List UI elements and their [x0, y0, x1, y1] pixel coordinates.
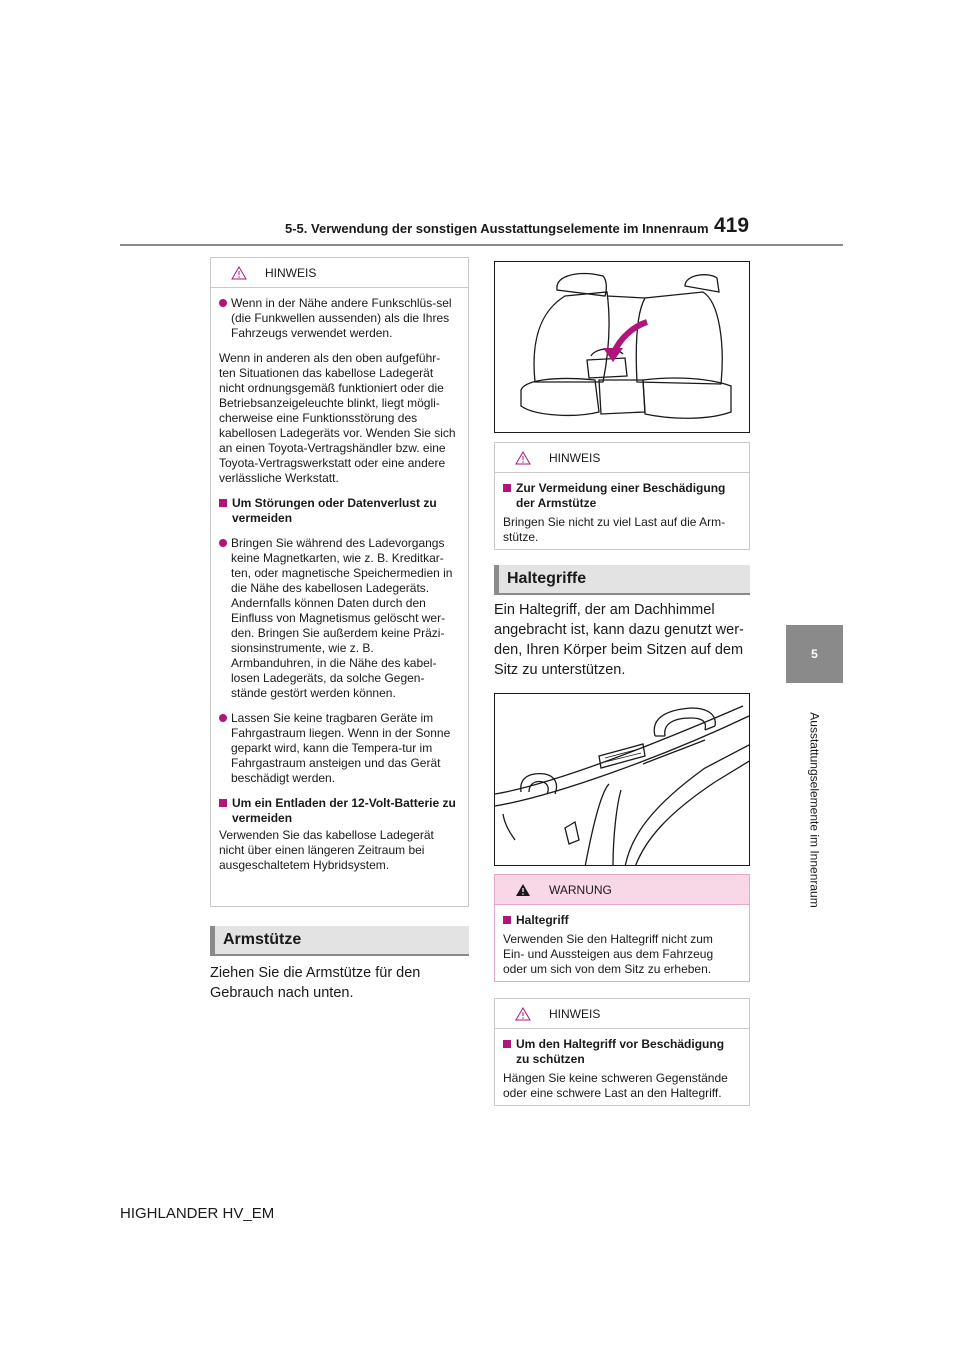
notice-subheading: Um den Haltegriff vor Beschädigung zu schützen — [503, 1037, 737, 1067]
notice-subheading: Um Störungen oder Datenverlust zu vermeiden — [219, 496, 456, 526]
footer-model: HIGHLANDER HV_EM — [120, 1205, 275, 1222]
notice-header — [495, 443, 749, 473]
section-title-grips: Haltegriffe — [494, 565, 750, 595]
warning-header — [495, 875, 749, 905]
notice-box-armrest — [494, 442, 750, 550]
caution-triangle-icon — [515, 451, 531, 465]
notice-item: Bringen Sie während des Ladevorgangs keine Magnetkarten, wie z. B. Kreditkar-ten, oder magnetische Speichermedien in die Nähe des kabellosen Ladegeräts. Andernfalls können Daten durch den Einfluss von Magnetismus gelöscht wer-den. Bringen Sie außerdem keine Präzi-sionsinstrumente, wie z. B. Armbanduhren, in die Nähe des kabel-losen Ladegeräts, da solche Gegen-stände gestört werden können. — [219, 536, 456, 701]
warning-box-grip — [494, 874, 750, 982]
ceiling-grip-image — [495, 694, 750, 866]
notice-text: Bringen Sie nicht zu viel Last auf die Arm-stütze. — [503, 515, 726, 544]
section-header: 5-5. Verwendung der sonstigen Ausstattungselemente im Innenraum — [285, 221, 709, 236]
page-number: 419 — [714, 214, 750, 237]
notice-title: HINWEIS — [549, 450, 601, 465]
armrest-description: Ziehen Sie die Armstütze für den Gebrauch nach unten. — [210, 965, 421, 1001]
header-divider — [120, 244, 843, 246]
notice-title: HINWEIS — [549, 1006, 601, 1021]
notice-item: Lassen Sie keine tragbaren Geräte im Fahrgastraum liegen. Wenn in der Sonne geparkt wird, kann die Tempera-tur im Fahrgastraum ansteigen und das Gerät beschädigt werden. — [219, 711, 456, 786]
warning-subheading: Haltegriff — [503, 913, 737, 928]
grip-illustration — [494, 693, 750, 866]
chapter-number: 5 — [811, 647, 818, 661]
notice-text: Verwenden Sie das kabellose Ladegerät nicht über einen längeren Zeitraum bei ausgeschaltetem Hybridsystem. — [219, 828, 434, 872]
notice-box-wireless-charger — [210, 257, 469, 907]
notice-text: Wenn in anderen als den oben aufgeführ-ten Situationen das kabellose Ladegerät nicht ordnungsgemäß funktioniert oder die Betriebsanzeigeleuchte blinkt, liegt mögli-cherweise eine Funktionsstörung des kabellosen Ladegeräts vor. Wenden Sie sich an einen Toyota-Vertragshändler bzw. eine Toyota-Vertragswerkstatt oder eine andere verlässliche Werkstatt. — [219, 351, 456, 485]
rear-seat-armrest-image — [495, 262, 750, 433]
notice-subheading: Zur Vermeidung einer Beschädigung der Armstütze — [503, 481, 737, 511]
caution-triangle-icon — [515, 1007, 531, 1021]
notice-title: HINWEIS — [265, 265, 317, 280]
warning-triangle-icon — [515, 883, 531, 897]
notice-text: Hängen Sie keine schweren Gegenstände oder eine schwere Last an den Haltegriff. — [503, 1071, 728, 1100]
grips-description: Ein Haltegriff, der am Dachhimmel angebracht ist, kann dazu genutzt wer-den, Ihren Körper beim Sitzen auf dem Sitz zu unterstützen. — [494, 602, 744, 678]
chapter-tab — [786, 625, 843, 683]
warning-text: Verwenden Sie den Haltegriff nicht zum Ein- und Aussteigen aus dem Fahrzeug oder um sich von dem Sitz zu erheben. — [503, 932, 714, 976]
armrest-illustration — [494, 261, 750, 433]
caution-triangle-icon — [231, 266, 247, 280]
notice-header — [495, 999, 749, 1029]
notice-subheading: Um ein Entladen der 12-Volt-Batterie zu vermeiden — [219, 796, 456, 826]
warning-title: WARNUNG — [549, 882, 612, 897]
notice-header — [211, 258, 468, 288]
section-title-armrest: Armstütze — [210, 926, 469, 956]
chapter-label: Ausstattungselemente im Innenraum — [807, 712, 822, 908]
notice-box-grip — [494, 998, 750, 1106]
notice-item: Wenn in der Nähe andere Funkschlüs-sel (die Funkwellen aussenden) als die Ihres Fahrzeugs verwendet werden. — [219, 296, 456, 341]
